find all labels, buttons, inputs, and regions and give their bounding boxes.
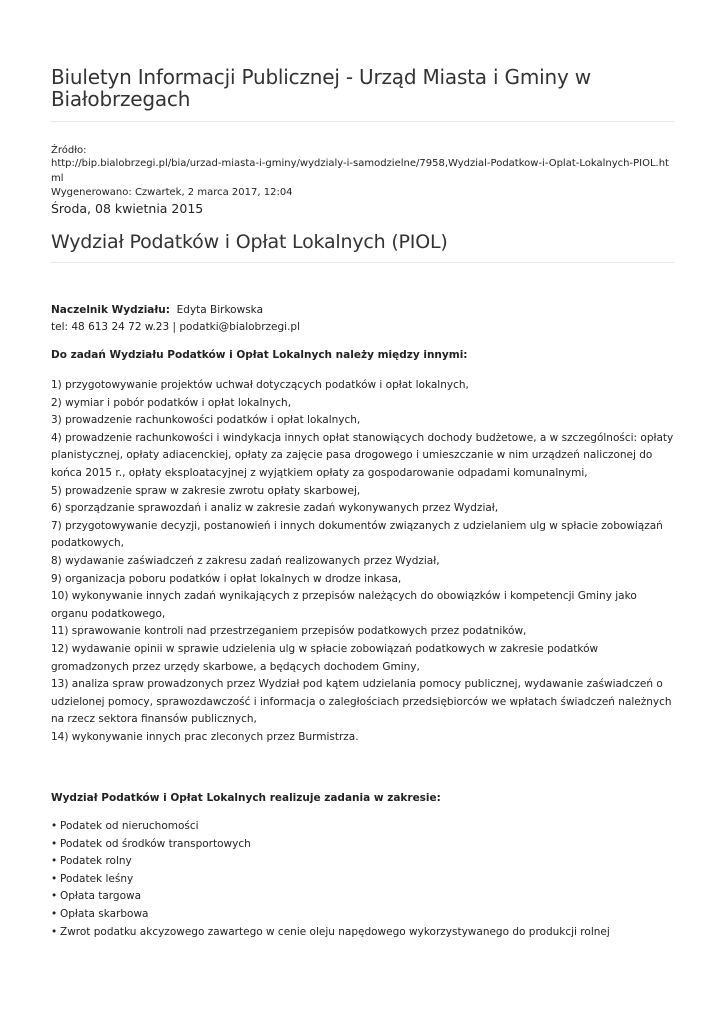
list-item-label: Podatek rolny (60, 855, 132, 868)
list-item (51, 906, 674, 924)
task-item: 10) wykonywanie innych zadań wynikających z przepisów należących do obowiązków i kompetencji Gminy jako organu podatkowego, (51, 590, 637, 620)
list-item (51, 871, 674, 889)
task-item: 6) sporządzanie sprawozdań i analiz w zakresie zadań wykonywanych przez Wydział, (51, 502, 499, 515)
task-item: 4) prowadzenie rachunkowości i windykacja innych opłat stanowiących dochody budżetowe, a w szczególności: opłaty planistycznej, opłaty adiacenckiej, opłaty za zajęcie pasa drogowego i umieszczanie w nim urządzeń naliczonej do końca 2015 r., opłaty eksploatacyjnej z wyjątkiem opłaty za gospodarowanie odpadami komunalnymi, (51, 431, 674, 479)
list-item (51, 888, 674, 906)
scope-heading: Wydział Podatków i Opłat Lokalnych realizuje zadania w zakresie: (51, 792, 441, 804)
list-item-label: Opłata skarbowa (60, 907, 149, 920)
task-item: 8) wydawanie zaświadczeń z zakresu zadań realizowanych przez Wydział, (51, 554, 440, 567)
task-item: 3) prowadzenie rachunkowości podatków i opłat lokalnych, (51, 414, 361, 427)
list-item-label: Opłata targowa (60, 890, 142, 903)
tasks-heading: Do zadań Wydziału Podatków i Opłat Lokalnych należy między innymi: (51, 349, 468, 361)
list-item (51, 853, 674, 871)
source-url[interactable]: http://bip.bialobrzegi.pl/bia/urzad-miasta-i-gminy/wydzialy-i-samodzielne/7958,Wydzial-Podatkow-i-Oplat-Lokalnych-PIOL.html (51, 158, 669, 184)
list-item-label: Podatek leśny (60, 872, 134, 885)
bullet-icon: • (51, 837, 58, 850)
generated-timestamp: Wygenerowano: Czwartek, 2 marca 2017, 12:04 (51, 187, 293, 198)
department-head-label: Naczelnik Wydziału: (51, 304, 170, 316)
header-divider (51, 121, 674, 122)
list-item-label: Podatek od środków transportowych (60, 837, 251, 850)
task-item: 7) przygotowywanie decyzji, postanowień i innych dokumentów związanych z udzielaniem ulg w spłacie zobowiązań podatkowych, (51, 519, 663, 550)
task-item: 9) organizacja poboru podatków i opłat lokalnych w drodze inkasa, (51, 572, 402, 585)
list-item-label: Podatek od nieruchomości (60, 820, 199, 832)
site-title: Biuletyn Informacji Publicznej - Urząd Miasta i Gminy w Białobrzegach (51, 65, 591, 111)
task-item: 11) sprawowanie kontroli nad przestrzeganiem przepisów podatkowych przez podatników, (51, 625, 527, 638)
bullet-icon: • (51, 855, 58, 868)
task-item: 1) przygotowywanie projektów uchwał dotyczących podatków i opłat lokalnych, (51, 379, 469, 391)
bullet-icon: • (51, 890, 58, 903)
task-item: 2) wymiar i pobór podatków i opłat lokalnych, (51, 396, 292, 409)
task-item: 13) analiza spraw prowadzonych przez Wydział pod kątem udzielania pomocy publicznej, wydawanie zaświadczeń o udzielonej pomocy, sprawozdawczość i informacja o zaległościach przedsiębiorców we wpłatach świadczeń należnych na rzecz sektora finansów publicznych, (51, 678, 672, 726)
list-item (51, 924, 674, 942)
list-item (51, 836, 674, 854)
task-item: 12) wydawanie opinii w sprawie udzielenia ulg w spłacie zobowiązań podatkowych w zakresie podatków gromadzonych przez urzędy skarbowe, a będących dochodem Gminy, (51, 642, 599, 673)
bullet-icon: • (51, 907, 58, 920)
tasks-list (51, 377, 674, 746)
bullet-icon: • (51, 925, 58, 938)
source-label: Źródło: (51, 145, 87, 156)
list-item-label: Zwrot podatku akcyzowego zawartego w cenie oleju napędowego wykorzystywanego do produkcji rolnej (60, 925, 610, 938)
task-item: 14) wykonywanie innych prac zleconych przez Burmistrza. (51, 730, 359, 743)
department-head-name: Edyta Birkowska (176, 304, 263, 316)
title-divider (51, 262, 674, 263)
document-title: Wydział Podatków i Opłat Lokalnych (PIOL) (51, 231, 448, 253)
list-item (51, 818, 674, 836)
task-item: 5) prowadzenie spraw w zakresie zwrotu opłaty skarbowej, (51, 484, 361, 497)
publication-date: Środa, 08 kwietnia 2015 (51, 201, 204, 216)
scope-list (51, 818, 674, 941)
contact-line: tel: 48 613 24 72 w.23 | podatki@bialobrzegi.pl (51, 321, 300, 333)
department-head (51, 302, 263, 320)
bullet-icon: • (51, 872, 58, 885)
bullet-icon: • (51, 820, 58, 832)
